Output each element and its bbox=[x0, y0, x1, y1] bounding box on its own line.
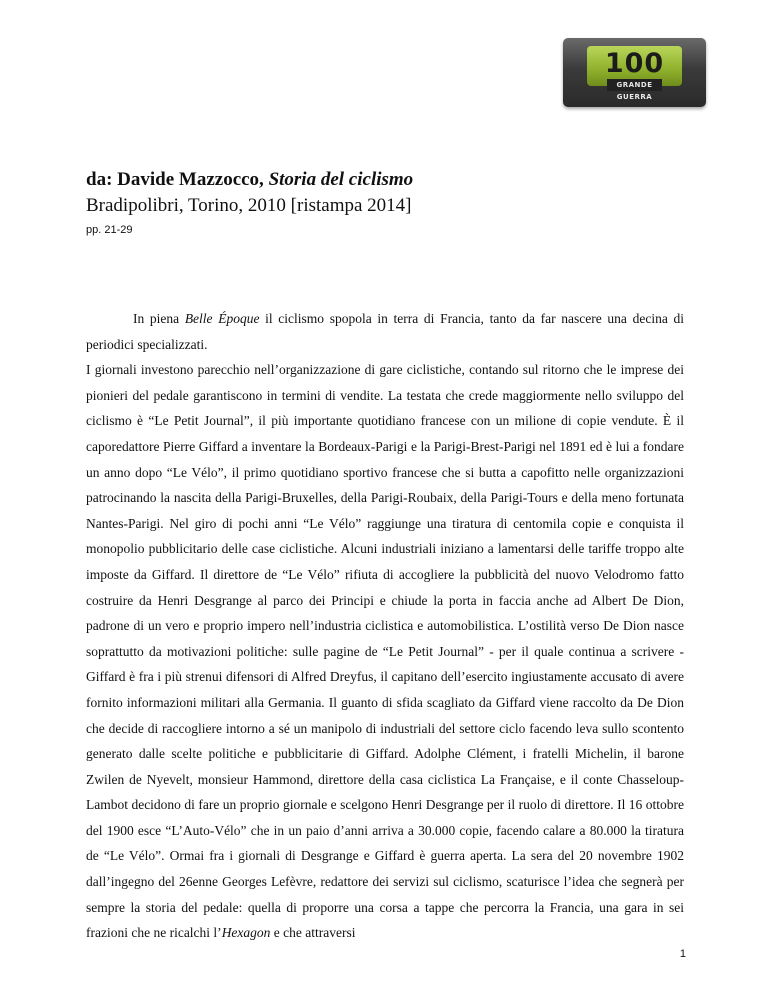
paragraph-2 bbox=[86, 357, 684, 946]
paragraph-1-start: In piena bbox=[133, 311, 185, 326]
logo-100-grande-guerra bbox=[563, 38, 706, 107]
paragraph-1-emphasis: Belle Époque bbox=[184, 311, 260, 326]
page-range: pp. 21-29 bbox=[86, 224, 133, 236]
citation-heading bbox=[86, 168, 686, 238]
source-author-line bbox=[86, 168, 686, 192]
paragraph-2-start: I giornali investono parecchio nell’organizzazione di gare ciclistiche, contando sul ritorno che le imprese dei pionieri del pedale garantiscono in termini di vendite. La testata che crede maggiormente nello sviluppo del ciclismo è “Le Petit Journal”, il più importante quotidiano francese con un milione di copie vendute. È il caporedattore Pierre Giffard a inventare la Bordeaux-Parigi e la Parigi-Brest-Parigi nel 1891 ed è lui a fondare un anno dopo “Le Vélo”, il primo quotidiano sportivo francese che si butta a capofitto nelle organizzazioni patrocinando la nascita della Parigi-Bruxelles, della Parigi-Roubaix, della Parigi-Tours e della meno fortunata Nantes-Parigi. Nel giro di pochi anni “Le Vélo” raggiunge una tiratura di centomila copie e conquista il monopolio pubblicitario delle case ciclistiche. Alcuni industriali iniziano a lamentarsi delle tariffe troppo alte imposte da Giffard. Il direttore de “Le Vélo” rifiuta di accogliere la pubblicità del nuovo Velodromo fatto costruire da Henri Desgrange al parco dei Principi e chiude la porta in faccia anche ad Albert De Dion, padrone di un vero e proprio impero nell’industria ciclistica e automobilistica. L’ostilità verso De Dion nasce soprattutto da motivazioni politiche: sulle pagine de “Le Petit Journal” - per il quale continua a scrivere - Giffard è fra i più strenui difensori di Alfred Dreyfus, il capitano dell’esercito ingiustamente accusato di avere fornito informazioni militari alla Germania. Il guanto di sfida scagliato da Giffard viene raccolto da De Dion che decide di raccogliere intorno a sé un manipolo di industriali del settore ciclo facendo leva sullo scontento generato dalle scelte politiche e pubblicitarie di Giffard. Adolphe Clément, i fratelli Michelin, il barone Zwilen de Nyevelt, monsieur Hammond, direttore della casa ciclistica La Française, e il conte Chasseloup-Lambot decidono di fare un proprio giornale e scelgono Henri Desgrange per il ruolo di direttore. Il 16 ottobre del 1900 esce “L’Auto-Vélo” che in un paio d’anni arriva a 30.000 copie, facendo calare a 80.000 la tiratura de “Le Vélo”. Ormai fra i giornali di Desgrange e Giffard è guerra aperta. La sera del 20 novembre 1902 dall’ingegno del 26enne Georges Lefèvre, redattore dei servizi sul ciclismo, scaturisce l’idea che segnerà per sempre la storia del pedale: quella di proporre una corsa a tappe che percorra la Francia, una gara in sei frazioni che ne ricalchi l’ bbox=[86, 362, 684, 941]
paragraph-2-emphasis: Hexagon bbox=[221, 925, 271, 941]
logo-caption: GRANDE GUERRA bbox=[607, 79, 662, 91]
paragraph-1 bbox=[86, 306, 684, 357]
page-number: 1 bbox=[679, 948, 686, 960]
paragraph-2-end: e che attraversi bbox=[270, 925, 356, 941]
publisher-line: Bradipolibri, Torino, 2010 [ristampa 2014] bbox=[86, 195, 412, 216]
body-text bbox=[86, 306, 684, 946]
logo-number: 100 bbox=[604, 48, 665, 79]
book-title: Storia del ciclismo bbox=[268, 169, 414, 190]
source-prefix: da: Davide Mazzocco, bbox=[86, 169, 269, 190]
paragraph-1-end: il ciclismo spopola in terra di Francia, tanto da far nascere una decina di periodici specializzati. bbox=[86, 311, 684, 352]
